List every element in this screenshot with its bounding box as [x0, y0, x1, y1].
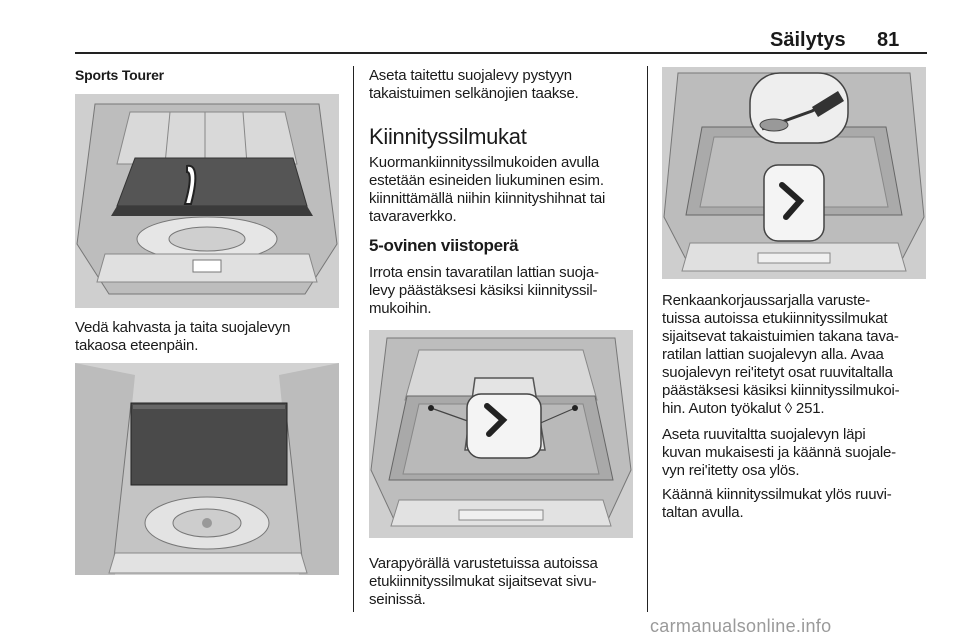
watermark: carmanualsonline.info	[650, 616, 832, 636]
paragraph-insert-screwdriver: Aseta ruuvitaltta suojalevyn läpi kuvan mukaisesti ja käännä suojale- vyn rei'itetty osa ylös.	[662, 426, 896, 479]
illustration-hatchback-lashing-eyes	[369, 330, 633, 538]
illustration-trunk-handle	[75, 94, 339, 308]
illustration-trunk-folded-panel	[75, 363, 339, 575]
subsection-heading-hatchback: 5-ovinen viistoperä	[369, 236, 519, 255]
column-divider-left	[353, 66, 354, 612]
paragraph-lashing-eyes-intro: Kuormankiinnityssilmukoiden avulla estetään esineiden liukuminen esim. kiinnittämällä niihin kiinnityshihnat tai tavaraverkko.	[369, 154, 606, 225]
running-header-title: Säilytys	[770, 29, 846, 51]
paragraph-remove-floor-cover: Irrota ensin tavaratilan lattian suoja- levy päästäksesi käsiksi kiinnityssil- mukoihin.	[369, 264, 599, 317]
header-rule	[75, 52, 927, 54]
illustration-screwdriver-lashing-eye	[662, 67, 926, 279]
paragraph-spare-wheel-lashing-eyes: Varapyörällä varustetuissa autoissa etukiinnityssilmukat sijaitsevat sivu- seinissä.	[369, 555, 598, 608]
section-heading-lashing-eyes: Kiinnityssilmukat	[369, 124, 527, 149]
column-divider-right	[647, 66, 648, 612]
paragraph-fold-panel: Vedä kahvasta ja taita suojalevyn takaosa eteenpäin.	[75, 319, 291, 354]
paragraph-tyre-repair-kit-lashing-eyes: Renkaankorjaussarjalla varuste- tuissa autoissa etukiinnityssilmukat sijaitsevat takaistuimien takana tava- ratilan lattian suojalevyn alla. Avaa suojalevyn rei'itetyt osat ruuvitaltalla päästäksesi käsiksi kiinnityssilmukoi- hin. Auton työkalut ◊ 251.	[662, 292, 900, 417]
page-number: 81	[877, 29, 900, 51]
section-heading-sports-tourer: Sports Tourer	[75, 67, 164, 83]
paragraph-place-panel-upright: Aseta taitettu suojalevy pystyyn takaistuimen selkänojien taakse.	[369, 67, 579, 102]
paragraph-turn-lashing-eyes-up: Käännä kiinnityssilmukat ylös ruuvi- taltan avulla.	[662, 486, 892, 521]
